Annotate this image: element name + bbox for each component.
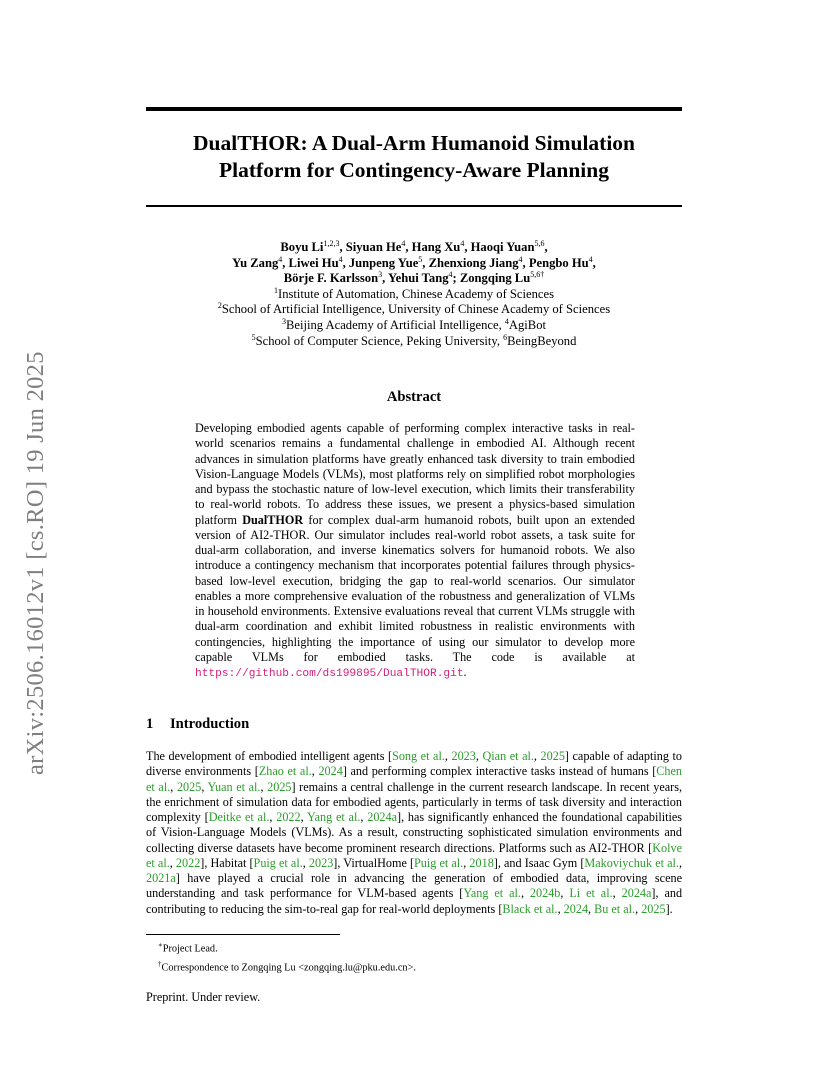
- footnote-project-lead: ∗Project Lead.: [158, 941, 218, 955]
- section-heading-introduction: 1 Introduction: [146, 716, 250, 732]
- citation-link[interactable]: Yang et al.: [463, 886, 521, 901]
- citation-link[interactable]: 2022: [276, 810, 301, 824]
- citation-link[interactable]: 2025: [540, 749, 565, 763]
- citation-link[interactable]: 2023: [451, 749, 476, 763]
- author-affiliation-mark: 1,2,3: [323, 238, 340, 248]
- citation-link[interactable]: Yuan et al.: [207, 779, 261, 794]
- author-name: Zhenxiong Jiang: [428, 255, 519, 270]
- citation-link[interactable]: Black et al.: [502, 901, 558, 916]
- abstract-heading: Abstract: [386, 389, 442, 405]
- author-name: Liwei Hu: [288, 255, 339, 270]
- citation-link[interactable]: 2024b: [529, 886, 561, 901]
- citation-link[interactable]: 2021a: [146, 871, 176, 885]
- author-affiliation-mark: 4: [518, 254, 523, 264]
- citation-link[interactable]: Deitke et al.: [208, 810, 270, 824]
- affiliation-2: $^2$School of Artificial Intelligence, University of Chinese Academy of Sciences: [217, 301, 611, 317]
- affiliation-1: $^1$Institute of Automation, Chinese Academy of Sciences: [274, 285, 554, 301]
- author-affiliation-mark: 4: [401, 238, 406, 248]
- citation-link[interactable]: 2025: [267, 779, 292, 794]
- citation-link[interactable]: 2024: [563, 901, 589, 916]
- citation-link[interactable]: Song et al.: [392, 749, 445, 763]
- author-affiliation-mark: 3: [378, 270, 383, 279]
- citation-link[interactable]: Chen et al.: [146, 764, 683, 794]
- citation-link[interactable]: Puig et al.: [253, 855, 303, 870]
- author-name: Zongqing Lu: [459, 271, 531, 286]
- footnote-rule: [146, 934, 340, 935]
- citation-link[interactable]: 2025: [176, 779, 202, 794]
- author-block: [146, 240, 682, 349]
- author-line-2: Yu Zang$^4$, Liwei Hu$^4$, Junpeng Yue$^5$, Zhenxiong Jiang$^4$, Pengbo Hu$^4$,: [232, 254, 596, 270]
- citation-link[interactable]: 2018: [469, 855, 494, 870]
- citation-link[interactable]: 2024: [318, 764, 343, 779]
- footnotes: [158, 938, 416, 976]
- citation-link[interactable]: 2022: [175, 855, 201, 870]
- citation-link[interactable]: Bu et al.: [594, 901, 636, 916]
- author-name: Yu Zang: [232, 255, 279, 270]
- author-affiliation-mark: 4: [278, 254, 283, 264]
- author-name: Junpeng Yue: [348, 255, 419, 270]
- author-name: Hang Xu: [411, 240, 461, 254]
- author-name: Haoqi Yuan: [470, 240, 535, 254]
- author-name: Pengbo Hu: [528, 255, 589, 270]
- citation-link[interactable]: 2024a: [367, 810, 398, 824]
- author-name: Yehui Tang: [387, 271, 449, 286]
- code-repository-link[interactable]: https://github.com/ds199895/DualTHOR.git: [195, 668, 464, 680]
- author-affiliation-mark: 4: [448, 270, 453, 279]
- author-line-3: Börje F. Karlsson$^3$, Yehui Tang$^4$; Zongqing $Lu^{5,6\dagger}$: [283, 270, 545, 286]
- title-line-1: DualTHOR: A Dual-Arm Humanoid Simulation: [192, 131, 636, 155]
- paper-title: [146, 130, 682, 184]
- affiliation-3: $^3$Beijing Academy of Artificial Intelligence, $^4$AgiBot: [281, 316, 546, 332]
- author-name: Börje F. Karlsson: [283, 271, 379, 286]
- citation-link[interactable]: Zhao et al.: [258, 764, 312, 779]
- author-affiliation-mark: 4: [460, 238, 465, 248]
- author-name: Boyu Li: [280, 240, 324, 254]
- citation-link[interactable]: Makoviychuk et al.: [584, 855, 679, 870]
- citation-link[interactable]: 2024a: [621, 886, 652, 901]
- author-affiliation-mark: 5: [418, 254, 423, 264]
- citation-link[interactable]: Qian et al.: [482, 749, 534, 763]
- author-line-1: Boyu Li$^{1,2,3}$, Siyuan He$^4$, Hang Xu$^4$, Haoqi Yuan$^{5,6}$,: [280, 238, 548, 254]
- arxiv-identifier: arXiv:2506.16012v1 [cs.RO] 19 Jun 2025: [22, 351, 49, 775]
- abstract-text-2: for complex dual-arm humanoid robots, built upon an extended version of AI2-THOR. Our simulator includes real-world robot assets, a task suite for dual-arm collaboration, and inverse kinematics solvers for humanoid robots. We also introduce a contingency mechanism that incorporates potential failures through physics-based low-level execution, bridging the gap to real-world scenarios. Our simulator enables a more comprehensive evaluation of the robustness and generalization of VLMs in household environments. Extensive evaluations reveal that current VLMs struggle with dual-arm coordination and exhibit limited robustness in realistic environments with contingencies, highlighting the importance of using our simulator to develop more capable VLMs for embodied tasks. The code is available at: [195, 512, 636, 664]
- author-affiliation-mark: 5,6: [534, 238, 545, 248]
- citation-link[interactable]: Li et al.: [569, 886, 613, 901]
- author-name: Siyuan He: [345, 240, 402, 254]
- title-line-2: Platform for Contingency-Aware Planning: [219, 158, 609, 182]
- author-affiliation-mark: 4: [338, 254, 343, 264]
- abstract-text-1: Developing embodied agents capable of performing complex interactive tasks in real-world scenarios remains a fundamental challenge in embodied AI. Although recent advances in simulation platforms have greatly enhanced task diversity to train embodied Vision-Language Models (VLMs), most platforms rely on simplified robot morphologies and bypass the stochastic nature of low-level execution, which limits their transferability to real-world robots. To address these issues, we present a physics-based simulation platform: [195, 421, 635, 527]
- abstract-platform-name: DualTHOR: [242, 512, 304, 527]
- preprint-notice: Preprint. Under review.: [146, 990, 261, 1004]
- author-affiliation-mark: 4: [588, 254, 593, 264]
- citation-link[interactable]: Kolve et al.: [146, 840, 682, 870]
- citation-link[interactable]: Yang et al.: [307, 810, 361, 824]
- footnote-correspondence: †Correspondence to Zongqing Lu <zongqing.lu@pku.edu.cn>.: [158, 959, 416, 974]
- introduction-paragraph: The development of embodied intelligent agents [Song et al., 2023, Qian et al., 2025] capable of adapting to diverse environments [Zhao et al., 2024] and performing complex interactive tasks instead of humans [Chen et al., 2025, Yuan et al., 2025] remains a central challenge in the current research landscape. In recent years, the enrichment of simulation data for embodied agents, particularly in terms of task diversity and interaction complexity [Deitke et al., 2022, Yang et al., 2024a], has significantly enhanced the foundational capabilities of Vision-Language Models (VLMs). As a result, constructing sophisticated simulation environments and collecting diverse datasets have become prominent research directions. Platforms such as AI2-THOR [Kolve et al., 2022], Habitat [Puig et al., 2023], VirtualHome [Puig et al., 2018], and Isaac Gym [Makoviychuk et al., 2021a] have played a crucial role in advancing the generation of embodied data, improving scene understanding and task performance for VLM-based agents [Yang et al., 2024b, Li et al., 2024a], and contributing to reducing the sim-to-real gap for real-world deployments [Black et al., 2024, Bu et al., 2025].: [146, 749, 683, 916]
- citation-link[interactable]: Puig et al.: [414, 855, 464, 870]
- title-rule-top: [146, 107, 682, 111]
- author-affiliation-mark: 5,6†: [530, 270, 545, 279]
- affiliation-4: $^5$School of Computer Science, Peking University, $^6$BeingBeyond: [251, 332, 577, 348]
- citation-link[interactable]: 2023: [308, 855, 334, 870]
- title-rule-bottom: [146, 205, 682, 207]
- abstract-body: Developing embodied agents capable of performing complex interactive tasks in real-world scenarios remains a fundamental challenge in embodied AI. Although recent advances in simulation platforms have greatly enhanced task diversity to train embodied Vision-Language Models (VLMs), most platforms rely on simplified robot morphologies and bypass the stochastic nature of low-level execution, which limits their transferability to real-world robots. To address these issues, we present a physics-based simulation platform DualTHOR for complex dual-arm humanoid robots, built upon an extended version of AI2-THOR. Our simulator includes real-world robot assets, a task suite for dual-arm collaboration, and inverse kinematics solvers for humanoid robots. We also introduce a contingency mechanism that incorporates potential failures through physics-based low-level execution, bridging the gap to real-world scenarios. Our simulator enables a more comprehensive evaluation of the robustness and generalization of VLMs in household environments. Extensive evaluations reveal that current VLMs struggle with dual-arm coordination and exhibit limited robustness in realistic environments with contingencies, highlighting the importance of using our simulator to develop more capable VLMs for embodied tasks. The code is available at https://github.com/ds199895/DualTHOR.git.: [195, 421, 636, 680]
- citation-link[interactable]: 2025: [641, 901, 666, 916]
